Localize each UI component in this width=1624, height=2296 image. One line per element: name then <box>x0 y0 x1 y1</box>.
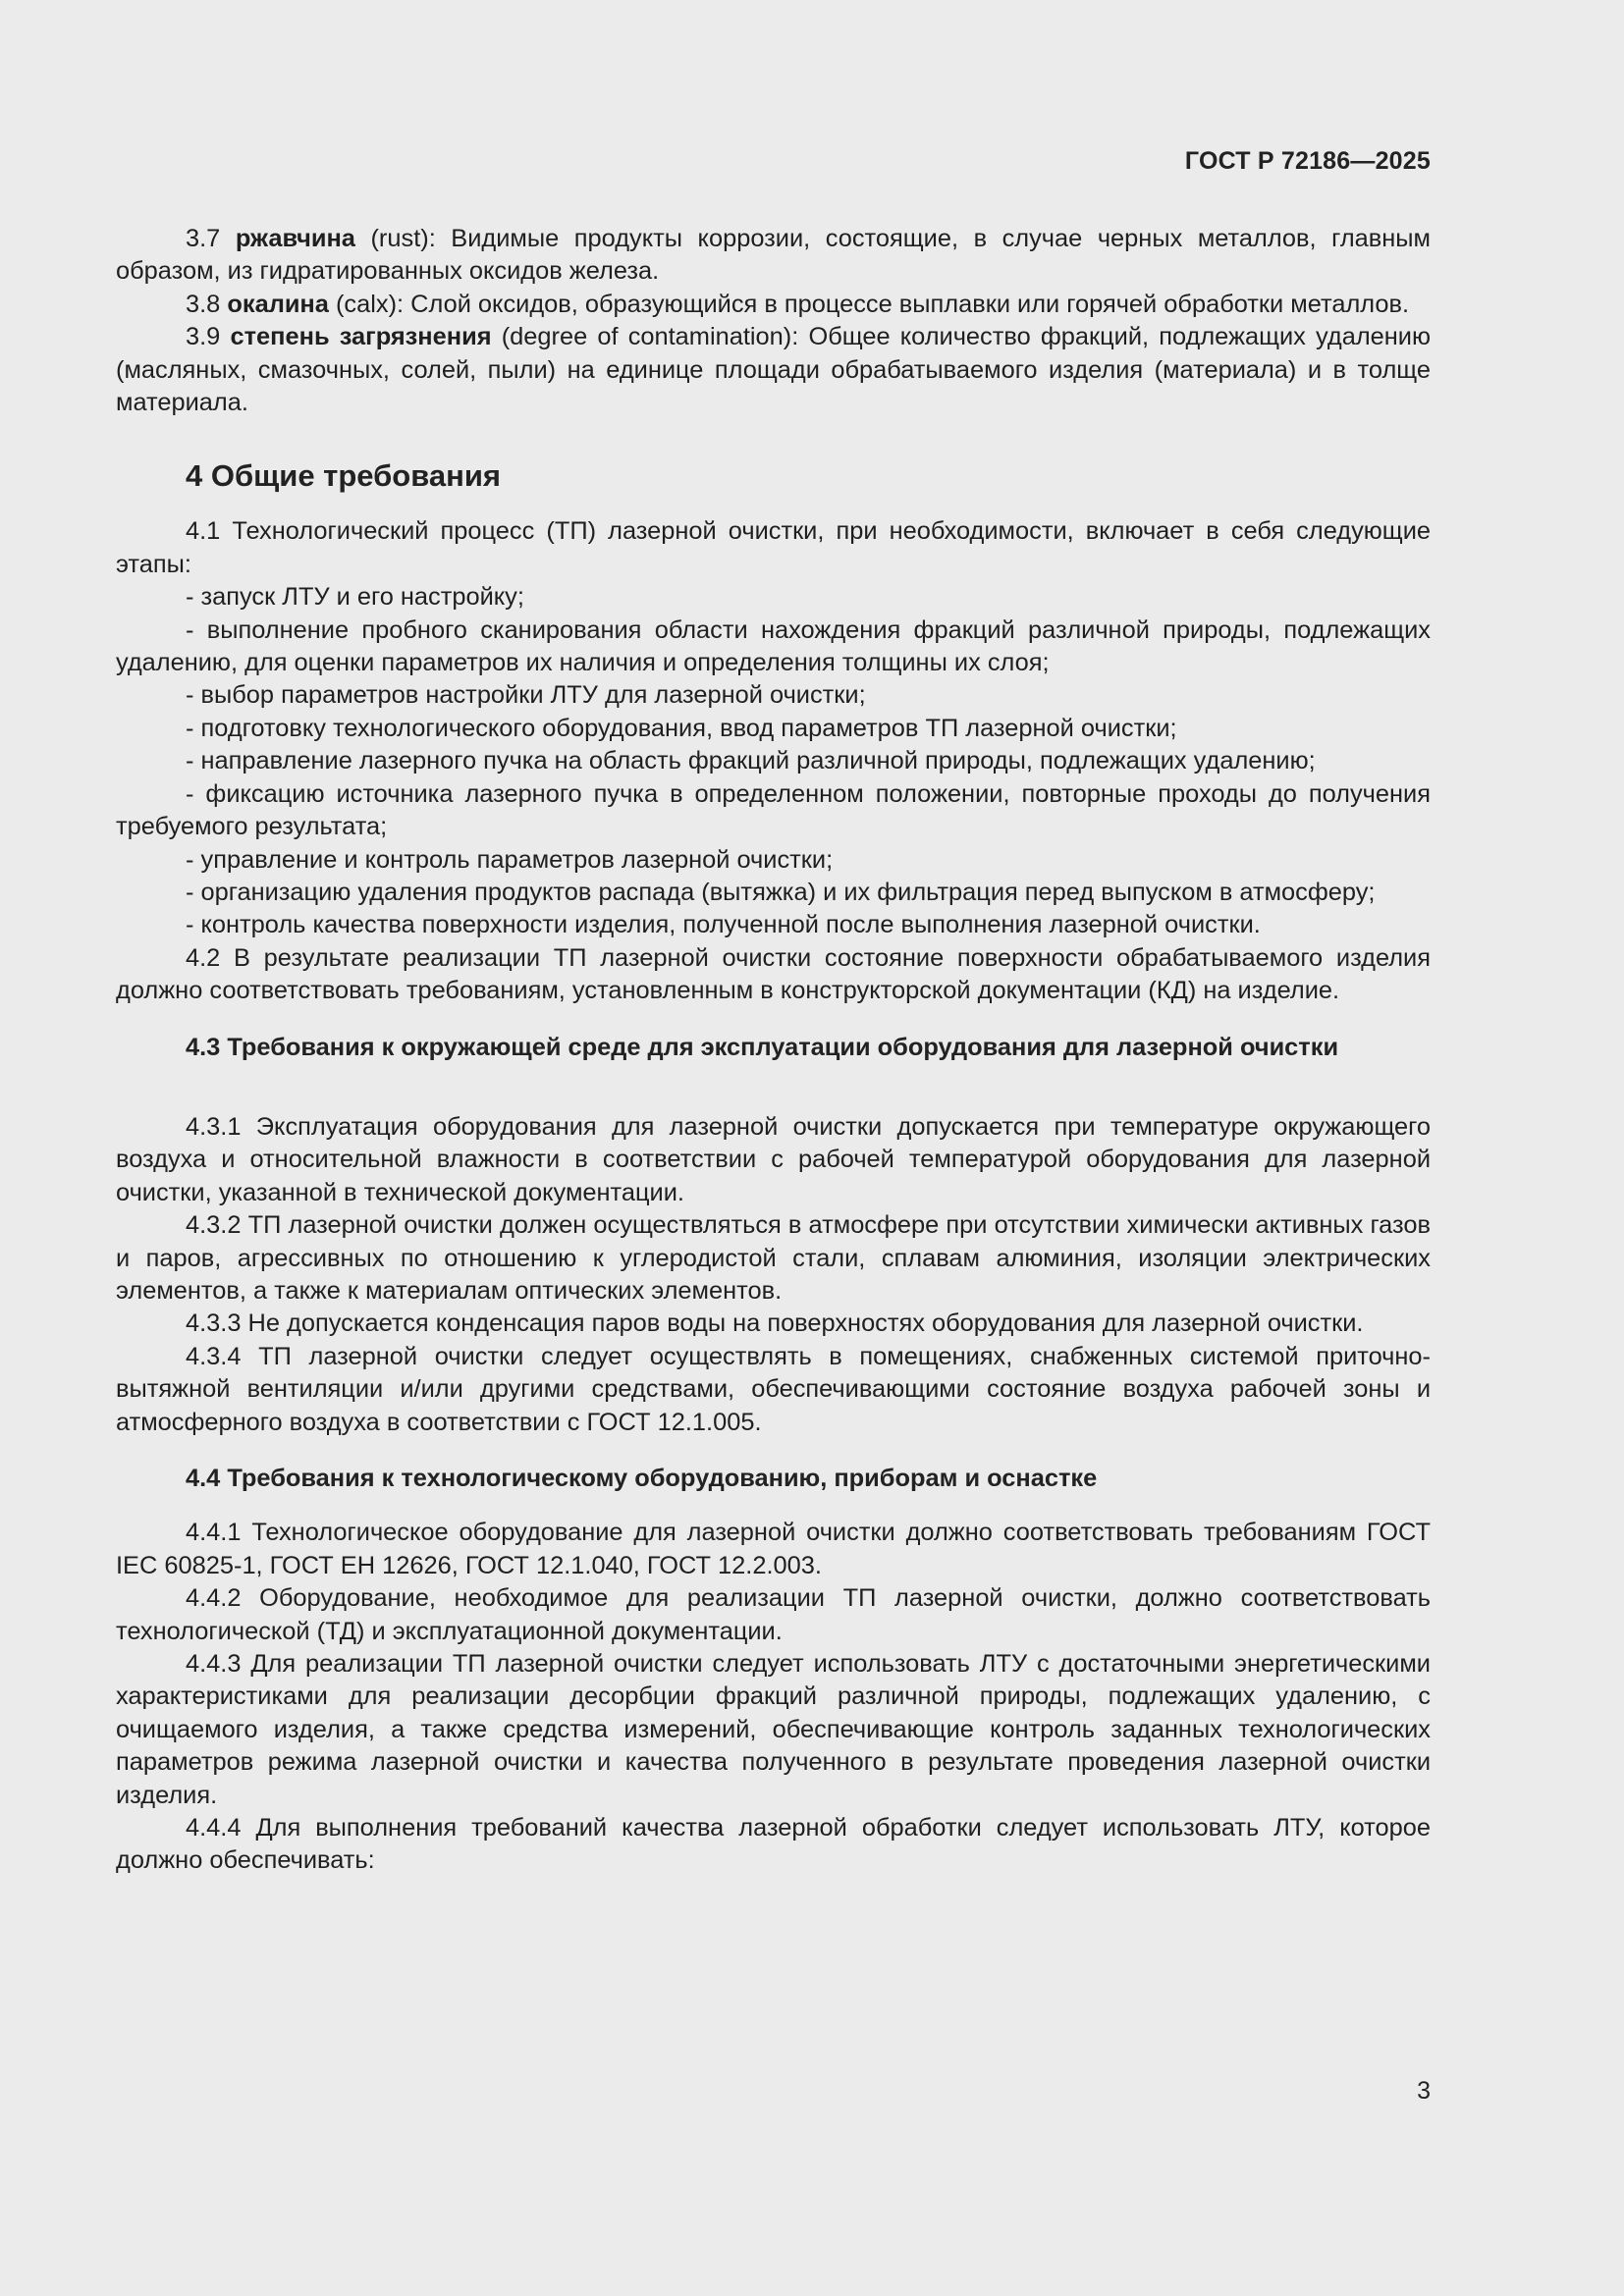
paragraph-4-2: 4.2 В результате реализации ТП лазерной очистки состояние поверхности обрабатываемого изделия должно соответствовать требованиям, установленным в конструкторской документации (КД) на изделие. <box>116 943 1431 1005</box>
paragraph-4-1: 4.1 Технологический процесс (ТП) лазерной очистки, при необходимости, включает в себя следующие этапы: <box>116 517 1431 578</box>
term-3-8: 3.8 окалина (calx): Слой оксидов, образующийся в процессе выплавки или горячей обработки металлов. <box>186 290 1410 318</box>
list-item: - управление и контроль параметров лазерной очистки; <box>186 845 834 874</box>
term-3-7: 3.7 ржавчина (rust): Видимые продукты коррозии, состоящие, в случае черных металлов, главным образом, из гидратированных оксидов железа. <box>116 225 1431 286</box>
term-3-9: 3.9 степень загрязнения (degree of contamination): Общее количество фракций, подлежащих удалению (масляных, смазочных, солей, пыли) на единице площади обрабатываемого изделия (материала) и в толще материала. <box>116 323 1431 417</box>
paragraph-4-3-3: 4.3.3 Не допускается конденсация паров воды на поверхностях оборудования для лазерной очистки. <box>186 1309 1364 1338</box>
paragraph-4-3-1: 4.3.1 Эксплуатация оборудования для лазерной очистки допускается при температуре окружающего воздуха и относительной влажности в соответствии с рабочей температурой оборудования для лазерной очистки, указанной в технической документации. <box>116 1112 1431 1206</box>
term-name: степень загрязнения <box>230 323 492 351</box>
subsection-heading-4-3: 4.3 Требования к окружающей среде для эксплуатации оборудования для лазерной очистки <box>186 1033 1339 1061</box>
paragraph-4-4-1: 4.4.1 Технологическое оборудование для лазерной очистки должно соответствовать требованиям ГОСТ IEC 60825-1, ГОСТ ЕН 12626, ГОСТ 12.1.040, ГОСТ 12.2.003. <box>116 1519 1431 1579</box>
list-item: - подготовку технологического оборудования, ввод параметров ТП лазерной очистки; <box>186 714 1177 742</box>
list-item: - организацию удаления продуктов распада (вытяжка) и их фильтрация перед выпуском в атмосферу; <box>186 878 1376 906</box>
list-item: - направление лазерного пучка на область фракций различной природы, подлежащих удалению; <box>186 747 1316 775</box>
term-name: окалина <box>227 290 329 318</box>
paragraph-4-4-2: 4.4.2 Оборудование, необходимое для реализации ТП лазерной очистки, должно соответствовать технологической (ТД) и эксплуатационной документации. <box>116 1584 1431 1645</box>
subsection-heading-4-4: 4.4 Требования к технологическому оборудованию, приборам и оснастке <box>186 1465 1098 1492</box>
list-item: - контроль качества поверхности изделия, полученной после выполнения лазерной очистки. <box>186 911 1261 939</box>
list-item: - фиксацию источника лазерного пучка в определенном положении, повторные проходы до получения требуемого результата; <box>116 779 1431 841</box>
list-item: - выбор параметров настройки ЛТУ для лазерной очистки; <box>186 681 866 710</box>
document-designation: ГОСТ Р 72186—2025 <box>1184 147 1431 175</box>
list-item: - запуск ЛТУ и его настройку; <box>186 583 524 612</box>
page-number: 3 <box>1417 2077 1431 2105</box>
document-body <box>116 223 1431 1878</box>
section-heading-4: 4 Общие требования <box>186 458 501 494</box>
paragraph-4-4-4: 4.4.4 Для выполнения требований качества лазерной обработки следует использовать ЛТУ, которое должно обеспечивать: <box>116 1814 1431 1875</box>
list-item: - выполнение пробного сканирования области нахождения фракций различной природы, подлежащих удалению, для оценки параметров их наличия и определения толщины их слоя; <box>116 615 1431 677</box>
paragraph-4-4-3: 4.4.3 Для реализации ТП лазерной очистки следует использовать ЛТУ с достаточными энергетическими характеристиками для реализации десорбции фракций различной природы, подлежащих удалению, с очищаемого изделия, а также средства измерений, обеспечивающие контроль заданных технологических параметров режима лазерной очистки и качества полученного в результате проведения лазерной очистки изделия. <box>116 1650 1431 1809</box>
paragraph-4-3-4: 4.3.4 ТП лазерной очистки следует осуществлять в помещениях, снабженных системой приточно-вытяжной вентиляции и/или другими средствами, обеспечивающими состояние воздуха рабочей зоны и атмосферного воздуха в соответствии с ГОСТ 12.1.005. <box>116 1342 1431 1436</box>
paragraph-4-3-2: 4.3.2 ТП лазерной очистки должен осуществляться в атмосфере при отсутствии химически активных газов и паров, агрессивных по отношению к углеродистой стали, сплавам алюминия, изоляции электрических элементов, а также к материалам оптических элементов. <box>116 1211 1431 1305</box>
term-name: ржавчина <box>235 225 355 252</box>
